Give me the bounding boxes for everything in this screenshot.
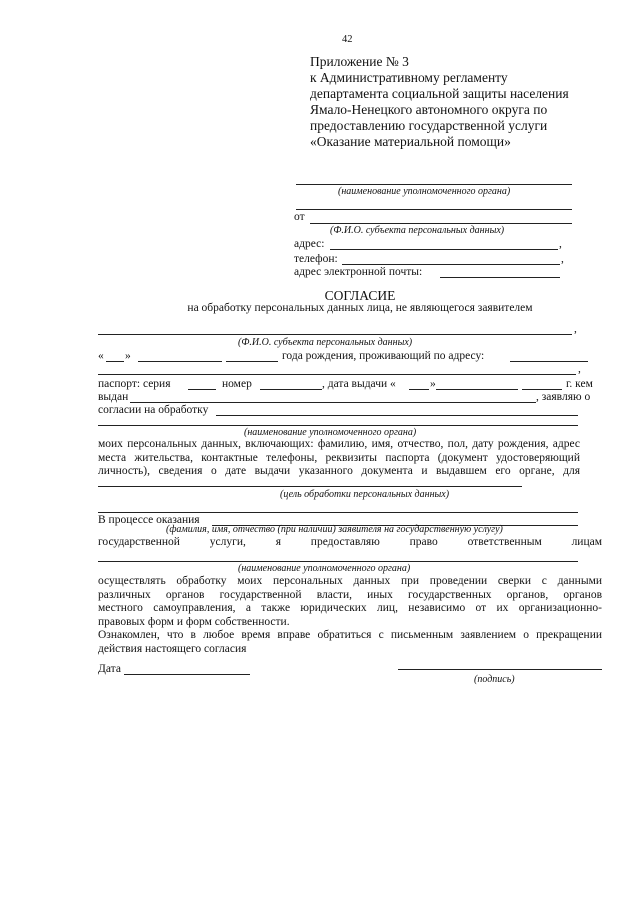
word: ответственным [467,536,542,548]
signature-caption: (подпись) [474,674,515,685]
issued-label: выдан [98,391,129,403]
appendix-header [310,54,569,150]
word: услуги, [209,536,246,548]
paragraph-line: личность), сведения о дате выдачи указанного документа и выдавшем его органе, для [98,465,580,477]
address-field[interactable] [330,249,558,250]
passport-date-label: , дата выдачи « [322,378,396,390]
comma: , [559,238,562,250]
word: право [409,536,438,548]
processing-organ-field-2[interactable] [98,425,578,426]
word: предоставляю [310,536,380,548]
declare-label: , заявляю о [536,391,591,403]
comma: , [574,323,577,335]
date-field[interactable] [124,674,250,675]
organ-caption: (наименование уполномоченного органа) [338,186,511,197]
comma: , [561,253,564,265]
consent-processing-label: согласии на обработку [98,404,209,416]
email-field[interactable] [440,277,560,278]
paragraph-line: различных органов государственной власти, иных государственных органов, органов [98,588,602,601]
paragraph-line: места жительства, контактные телефоны, реквизиты паспорта (документ удостоверяющий [98,451,580,464]
organ-caption: (наименование уполномоченного органа) [238,563,411,574]
paragraph-line: правовых форм и форм собственности. [98,615,290,628]
service-line [98,536,602,548]
quote-open: « [98,350,104,362]
issue-day-field[interactable] [409,389,429,390]
paragraph-personal-data [98,438,580,479]
subject-fio-caption: (Ф.И.О. субъекта персональных данных) [238,337,413,348]
appendix-line: к Административному регламенту [310,70,508,85]
purpose-field-2[interactable] [98,512,578,513]
paragraph-line: осуществлять обработку моих персональных данных при проведении сверки с данными [98,575,602,587]
comma: , [578,363,581,375]
city-issued-label: г. кем [566,378,593,390]
passport-series-field[interactable] [188,389,216,390]
birth-year-label: года рождения, проживающий по адресу: [282,350,485,362]
birth-day-field[interactable] [106,361,124,362]
appendix-title: Приложение № 3 [310,54,409,69]
responsible-organ-field[interactable] [98,561,578,562]
word: государственной [98,536,180,548]
appendix-line: Ямало-Ненецкого автономного округа по [310,102,548,117]
address-label: адрес: [294,238,325,250]
passport-number-label: номер [222,378,252,390]
appendix-line: «Оказание материальной помощи» [310,134,511,149]
organ-name-field-2[interactable] [296,209,572,210]
issued-by-field[interactable] [130,402,536,403]
phone-label: телефон: [294,253,338,265]
purpose-caption: (цель обработки персональных данных) [280,489,450,500]
paragraph-processing [98,575,602,656]
issue-month-field[interactable] [436,389,518,390]
issue-year-field[interactable] [522,389,562,390]
passport-number-field[interactable] [260,389,322,390]
residence-address-field-2[interactable] [98,374,576,375]
residence-address-field[interactable] [510,361,588,362]
organ-caption: (наименование уполномоченного органа) [244,427,417,438]
appendix-line: предоставлению государственной услуги [310,118,548,133]
document-subtitle: на обработку персональных данных лица, не являющегося заявителем [187,302,533,314]
quote-close: » [430,378,436,390]
word: лицам [571,536,602,548]
quote-close: » [125,350,131,362]
date-label: Дата [98,663,121,675]
birth-year-field[interactable] [226,361,278,362]
organ-name-field[interactable] [296,184,572,185]
passport-series-label: паспорт: серия [98,378,171,390]
processing-organ-field[interactable] [216,415,578,416]
during-label: В процессе оказания [98,514,200,526]
subject-fio-field[interactable] [98,334,572,335]
word: я [275,536,281,548]
page-number: 42 [342,34,353,45]
signature-field[interactable] [398,669,602,670]
from-label: от [294,211,305,223]
paragraph-line: местного самоуправления, а также юридических лиц, независимо от их организационно- [98,602,602,614]
paragraph-line: действия настоящего согласия [98,642,247,655]
paragraph-line: Ознакомлен, что в любое время вправе обратиться с письменным заявлением о прекращении [98,629,602,641]
phone-field[interactable] [342,264,560,265]
birth-month-field[interactable] [138,361,222,362]
from-fio-field[interactable] [310,223,572,224]
email-label: адрес электронной почты: [294,266,423,278]
paragraph-line: моих персональных данных, включающих: фамилию, имя, отчество, пол, дату рождения, адрес [98,438,580,450]
applicant-caption: (фамилия, имя, отчество (при наличии) заявителя на государственную услугу) [166,524,503,535]
appendix-line: департамента социальной защиты населения [310,86,569,101]
purpose-field[interactable] [98,486,522,487]
document-title: СОГЛАСИЕ [324,288,396,303]
fio-caption: (Ф.И.О. субъекта персональных данных) [330,225,505,236]
